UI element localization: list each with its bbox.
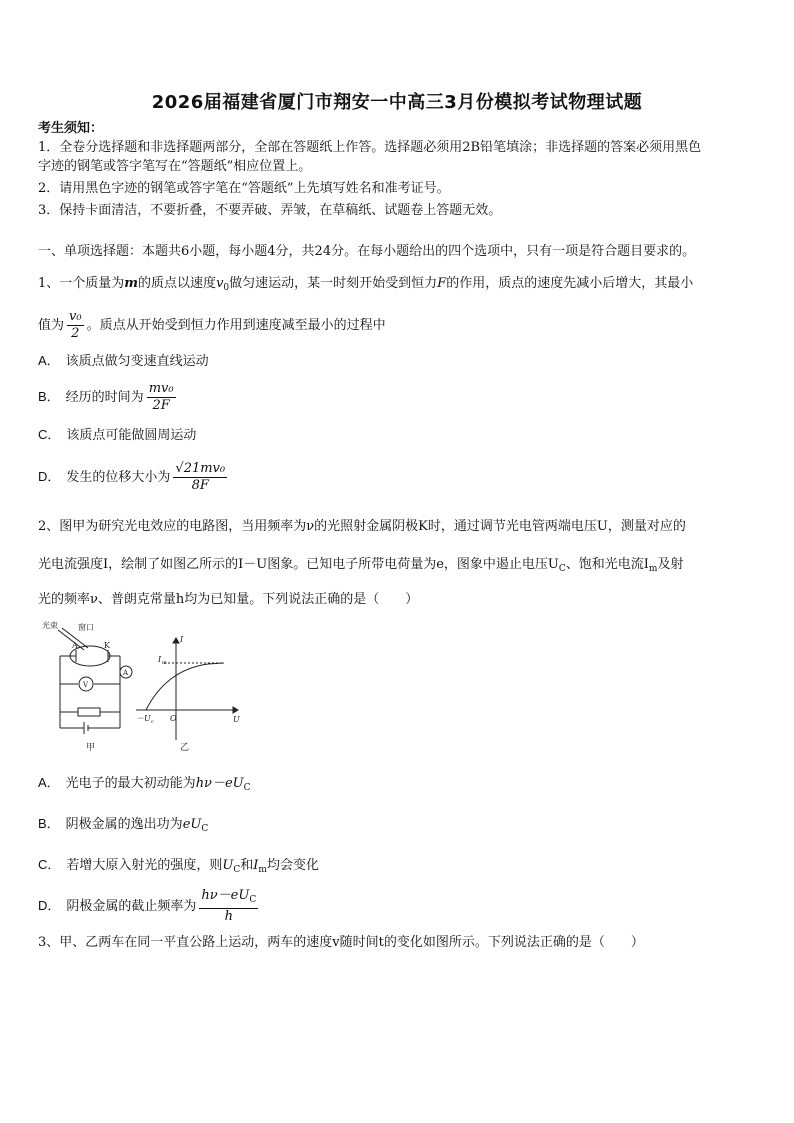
page-title: 2026届福建省厦门市翔安一中高三3月份模拟考试物理试题 bbox=[151, 92, 643, 113]
label-light-beam: 光束 bbox=[42, 621, 58, 630]
svg-text:c: c bbox=[151, 719, 154, 725]
q1-line1: 1、一个质量为m的质点以速度$v_0$做匀速运动，某一时刻开始受到恒力F的作用，质点的速度先减小后增大，其最小 bbox=[38, 276, 694, 293]
notice-item-2: 2．请用黑色字迹的钢笔或答字笔在“答题纸”上先填写姓名和准考证号。 bbox=[38, 181, 450, 196]
q2-option-c[interactable]: C． 若增大原入射光的强度，则$U_C$和$I_m$均会变化 bbox=[38, 857, 319, 875]
axis-label-u: U bbox=[233, 715, 240, 724]
axis-label-uc: －U bbox=[136, 714, 151, 723]
label-window: 窗口 bbox=[78, 623, 94, 632]
q1-min-speed-fraction: $\frac{\text{v₀}}{2}$ bbox=[69, 309, 82, 341]
section-heading: 一、单项选择题：本题共6小题，每小题4分，共24分。在每小题给出的四个选项中，只有一项是符合题目要求的。 bbox=[38, 244, 696, 259]
svg-text:m: m bbox=[162, 660, 167, 666]
label-voltmeter: V bbox=[83, 681, 89, 689]
axis-label-im: I bbox=[158, 655, 162, 664]
notice-item-3: 3．保持卡面清洁，不要折叠，不要弄破、弄皱，在草稿纸、试题卷上答题无效。 bbox=[38, 203, 502, 218]
rheostat-icon bbox=[78, 708, 100, 716]
q1-line2: 值为 $\frac{\text{v₀}}{2}$ 。质点从开始受到恒力作用到速度减至最小的过程中 bbox=[38, 309, 386, 341]
q2-option-d[interactable]: D． 阴极金属的截止频率为 $\frac{h\nu-eU_C}{h}$ bbox=[38, 888, 257, 924]
q1-option-c[interactable]: C． 该质点可能做圆周运动 bbox=[38, 427, 197, 443]
axis-origin: O bbox=[170, 714, 177, 723]
notice-item-1-cont: 字迹的钢笔或答字笔写在“答题纸”相应位置上。 bbox=[38, 159, 312, 174]
photoelectric-figure bbox=[38, 616, 248, 756]
q2-line3: 光的频率ν、普朗克常量h均为已知量。下列说法正确的是（ ） bbox=[38, 592, 419, 607]
q1-option-a[interactable]: A． 该质点做匀变速直线运动 bbox=[38, 353, 209, 369]
q2-option-b[interactable]: B． 阴极金属的逸出功为$eU_C$ bbox=[38, 816, 209, 834]
q1-option-d[interactable]: D． 发生的位移大小为 $\frac{\text{√21mv₀}}{8F}$ bbox=[38, 461, 226, 493]
q1-option-b[interactable]: B． 经历的时间为 $\frac{\text{mv₀}}{2F}$ bbox=[38, 381, 174, 413]
notice-heading: 考生须知： bbox=[38, 121, 104, 136]
label-cathode: K bbox=[104, 641, 110, 650]
label-jia: 甲 bbox=[86, 743, 96, 753]
label-yi: 乙 bbox=[180, 743, 190, 753]
q2-line2: 光电流强度I，绘制了如图乙所示的I－U图象。已知电子所带电荷量为e，图象中遏止电压$U_C$、饱和光电流$I_m$及射 bbox=[38, 557, 684, 574]
q2-option-a[interactable]: A． 光电子的最大初动能为$h\nu-eU_C$ bbox=[38, 775, 251, 793]
notice-item-1: 1．全卷分选择题和非选择题两部分，全部在答题纸上作答。选择题必须用2B铅笔填涂；非选择题的答案必须用黑色 bbox=[38, 140, 702, 155]
axis-label-i: I bbox=[180, 635, 184, 644]
q3-line1: 3、甲、乙两车在同一平直公路上运动，两车的速度v随时间t的变化如图所示。下列说法正确的是（ ） bbox=[38, 935, 644, 950]
q2-line1: 2、图甲为研究光电效应的电路图，当用频率为ν的光照射金属阴极K时，通过调节光电管两端电压U，测量对应的 bbox=[38, 519, 686, 534]
label-ammeter: A bbox=[123, 669, 129, 677]
iu-curve bbox=[146, 663, 224, 710]
label-anode: A bbox=[72, 641, 78, 650]
